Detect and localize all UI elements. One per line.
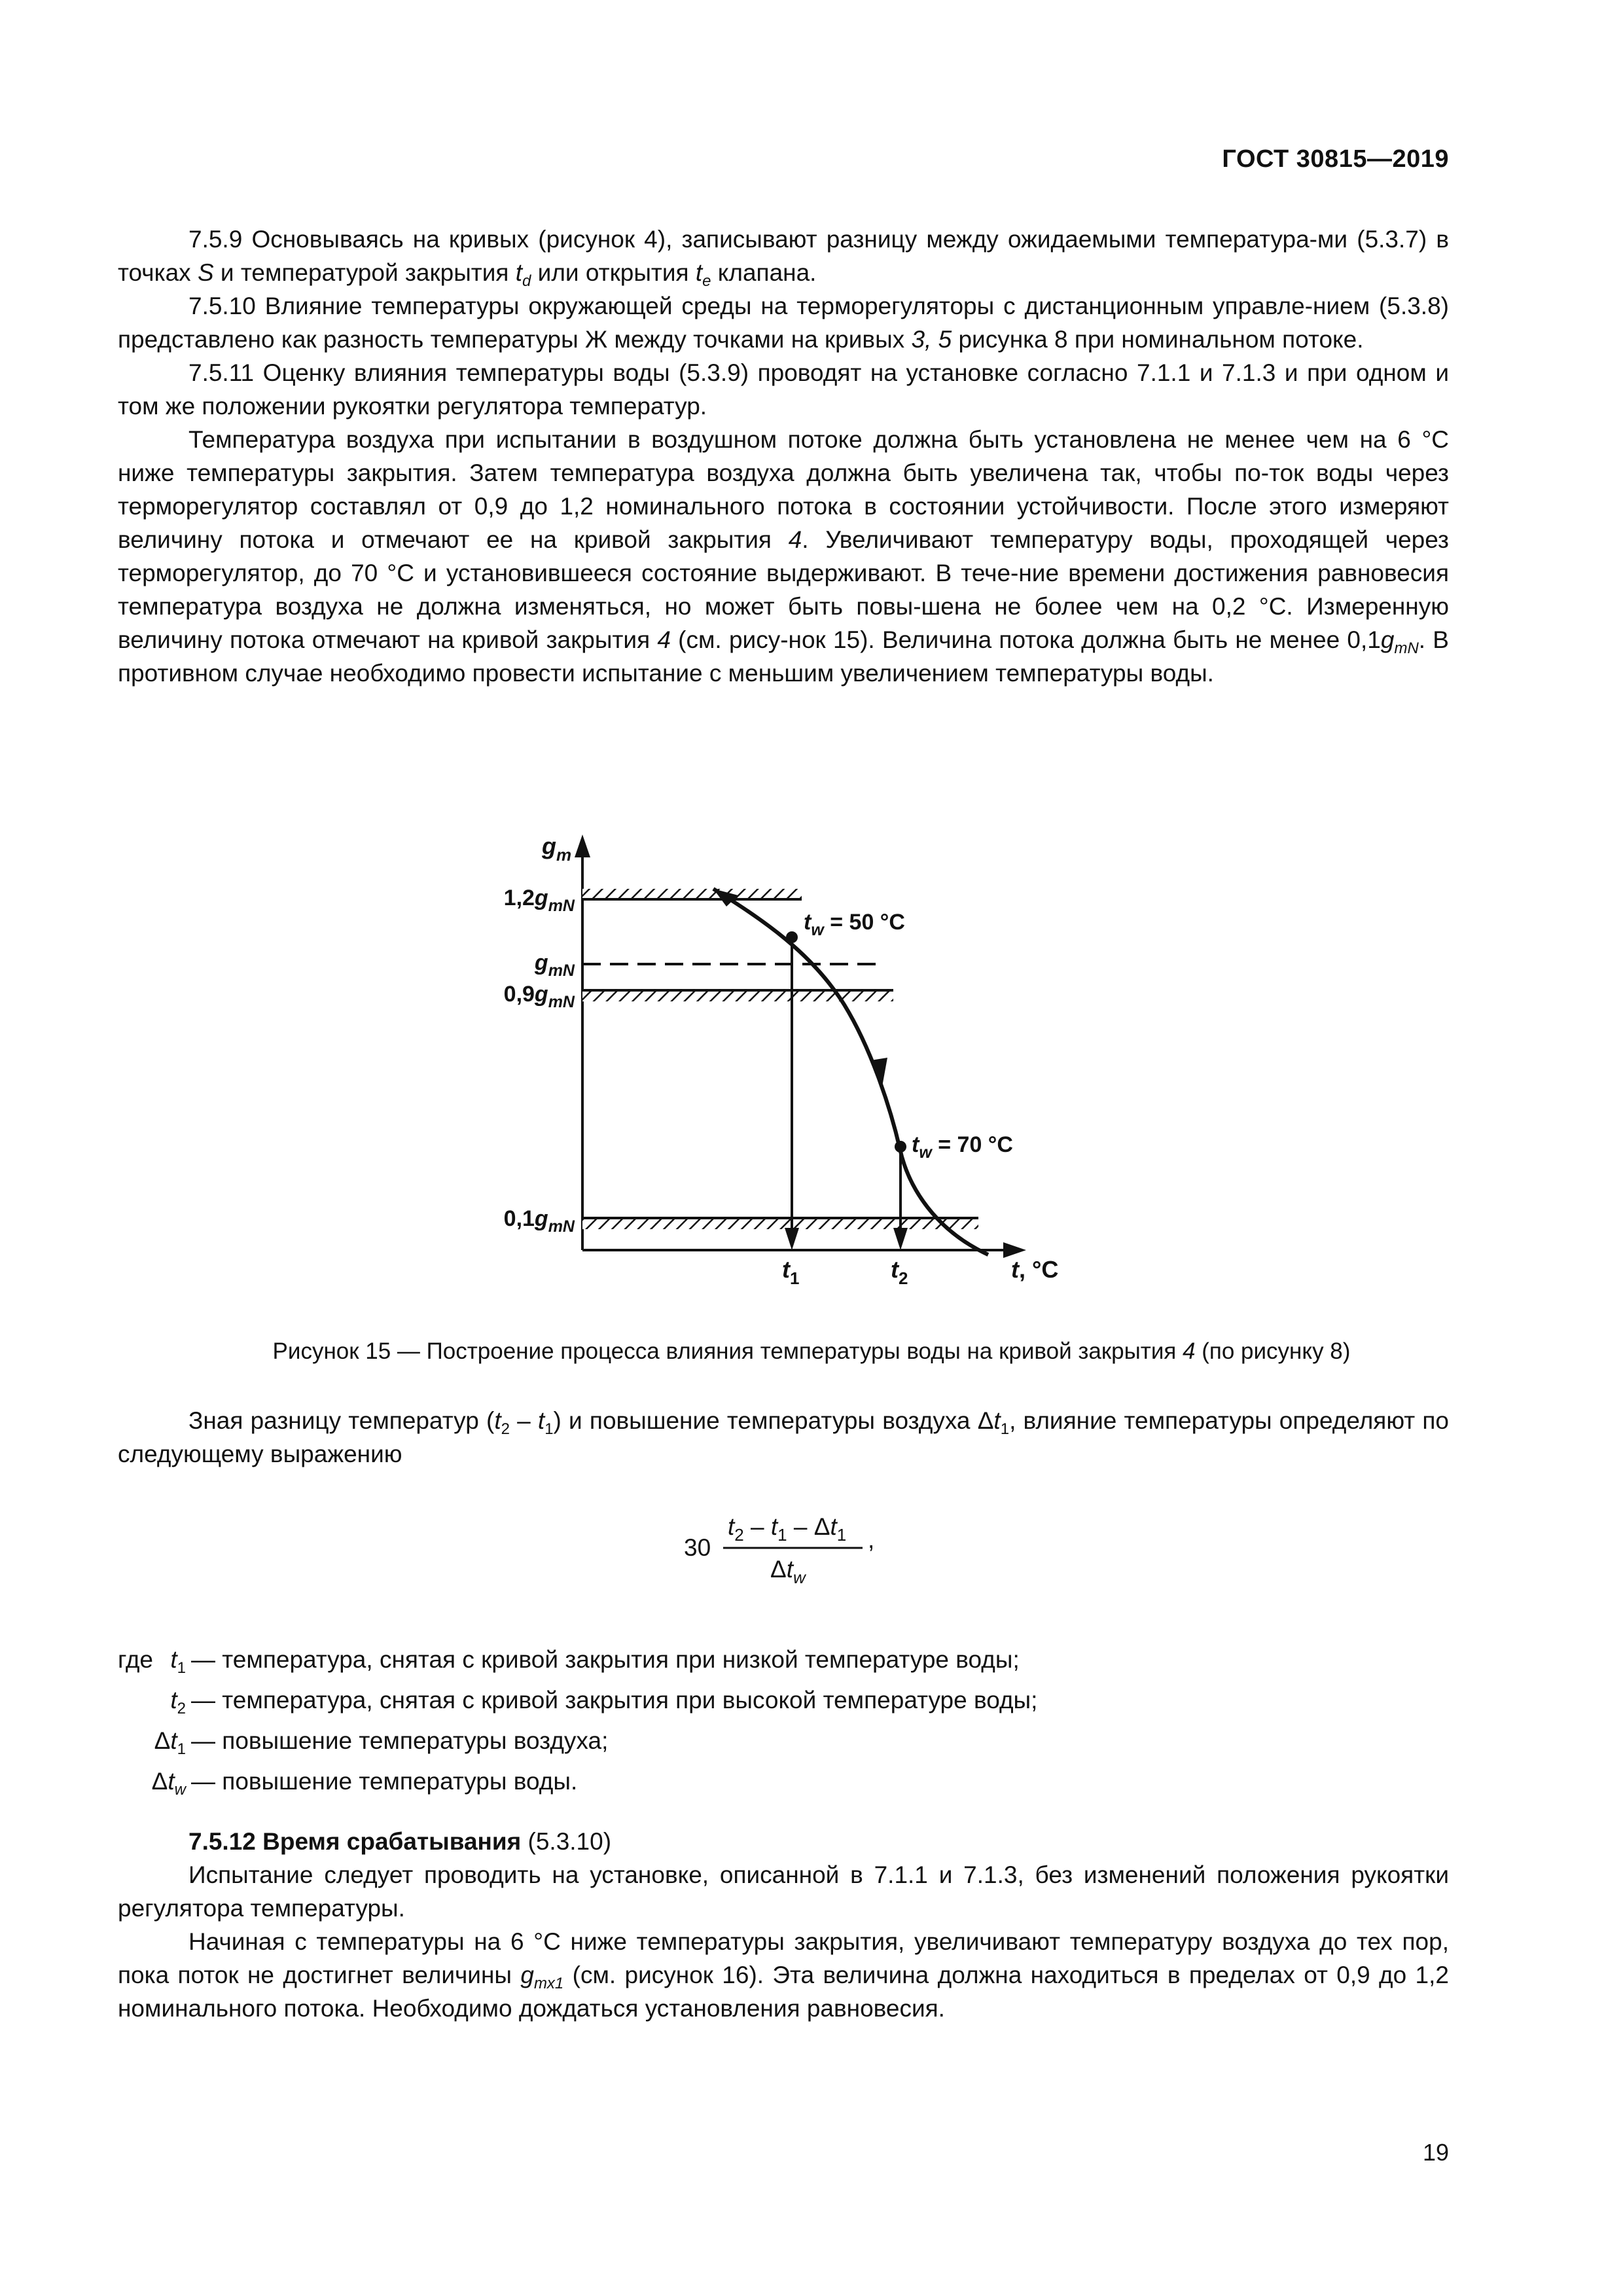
formula-denominator: $\Delta t_w$: [770, 1556, 806, 1587]
label-t2: $t_2$: [891, 1256, 908, 1288]
formula-coefficient: 30: [684, 1534, 711, 1561]
label-minimum: $0,1g_{mN}$: [503, 1206, 575, 1236]
label-upper-limit: $1,2g_{mN}$: [503, 886, 575, 915]
legend-row: [118, 1761, 1449, 1802]
paragraph-7-5-11: 7.5.11 Оценку влияния температуры воды (5.3.9) проводят на установке согласно 7.1.1 и 7.1.3 и при одном и том же положении рукоятки регулятора температур.: [118, 359, 1449, 420]
section-heading: 7.5.12 Время срабатывания (5.3.10): [188, 1828, 612, 1855]
paragraph-air-temperature: Температура воздуха при испытании в воздушном потоке должна быть установлена не менее чем на 6 °С ниже температуры закрытия. Затем температура воздуха должна быть увеличена так, чтобы по-ток воды через терморегулятор составлял от 0,9 до 1,2 номинального потока в состоянии устойчивости. После этого измеряют величину потока и отмечают ее на кривой закрытия 4. Увеличивают температуру воды, проходящей через терморегулятор, до 70 °С и установившееся состояние выдерживают. В тече-ние времени достижения равновесия температура воздуха не должна изменяться, но может быть повы-шена не более чем на 0,2 °С. Измеренную величину потока отмечают на кривой закрытия 4 (см. рису-нок 15). Величина потока должна быть не менее $0,1g_{mN}$. В противном случае необходимо провести испытание с меньшим увеличением температуры воды.: [118, 426, 1449, 687]
standard-code-header: ГОСТ 30815—2019: [1222, 145, 1449, 173]
y-axis-label: $g_m$: [542, 833, 572, 865]
figure-caption: Рисунок 15 — Построение процесса влияния температуры воды на кривой закрытия 4 (по рисунку 8): [272, 1338, 1351, 1364]
legend-symbol: $t_1$: [170, 1646, 186, 1677]
legend-row: [118, 1680, 1449, 1721]
formula-comma: ,: [868, 1526, 875, 1553]
symbol-legend: [118, 1640, 1449, 1802]
page-number: 19: [1422, 2139, 1449, 2166]
label-tw-50: $t_w = 50$ °C: [804, 910, 905, 939]
paragraph-test-setup: Испытание следует проводить на установке, описанной в 7.1.1 и 7.1.3, без изменений положения рукоятки регулятора температуры.: [118, 1861, 1449, 1922]
legend-description: — повышение температуры воздуха;: [191, 1727, 609, 1754]
label-nominal: $g_{mN}$: [534, 950, 575, 980]
legend-symbol: $t_2$: [170, 1687, 186, 1717]
label-x-axis: t, °C: [1011, 1256, 1059, 1283]
label-tw-70: $t_w = 70$ °C: [912, 1132, 1013, 1162]
paragraph-7-5-9: 7.5.9 Основываясь на кривых (рисунок 4), записывают разницу между ожидаемыми температура-ми (5.3.7) в точках S и температурой закрытия $t_d$ или открытия $t_e$ клапана.: [118, 226, 1449, 290]
legend-symbol: $\Delta t_1$: [154, 1727, 186, 1758]
legend-description: — температура, снятая с кривой закрытия при высокой температуре воды;: [191, 1687, 1038, 1713]
label-t1: $t_1$: [782, 1256, 800, 1288]
legend-description: — температура, снятая с кривой закрытия при низкой температуре воды;: [191, 1646, 1020, 1673]
formula-numerator: $t_2 - t_1 - \Delta t_1$: [728, 1513, 847, 1545]
paragraph-7-5-10: 7.5.10 Влияние температуры окружающей среды на терморегуляторы с дистанционным управле-нием (5.3.8) представлено как разность температуры Ж между точками на кривых 3, 5 рисунка 8 при номинальном потоке.: [118, 293, 1449, 353]
paragraph-start-temperature: Начиная с температуры на 6 °С ниже температуры закрытия, увеличивают температуру воздуха до тех пор, пока поток не достигнет величины $g_{mx1}$ (см. рисунок 16). Эта величина должна находиться в пределах от 0,9 до 1,2 номинального потока. Необходимо дождаться установления равновесия.: [118, 1928, 1449, 2022]
label-lower-stability: $0,9g_{mN}$: [503, 982, 575, 1011]
section-7-5-12: [118, 1825, 1449, 2025]
legend-description: — повышение температуры воды.: [191, 1768, 578, 1795]
legend-row: [118, 1721, 1449, 1761]
legend-where: где: [118, 1646, 154, 1673]
paragraph-known-difference: Зная разницу температур $(t_2 - t_1)$ и повышение температуры воздуха $\Delta t_1$, влияние температуры определяют по следующему выражению: [118, 1407, 1450, 1467]
legend-row: [118, 1640, 1449, 1680]
legend-symbol: $\Delta t_w$: [151, 1768, 186, 1799]
